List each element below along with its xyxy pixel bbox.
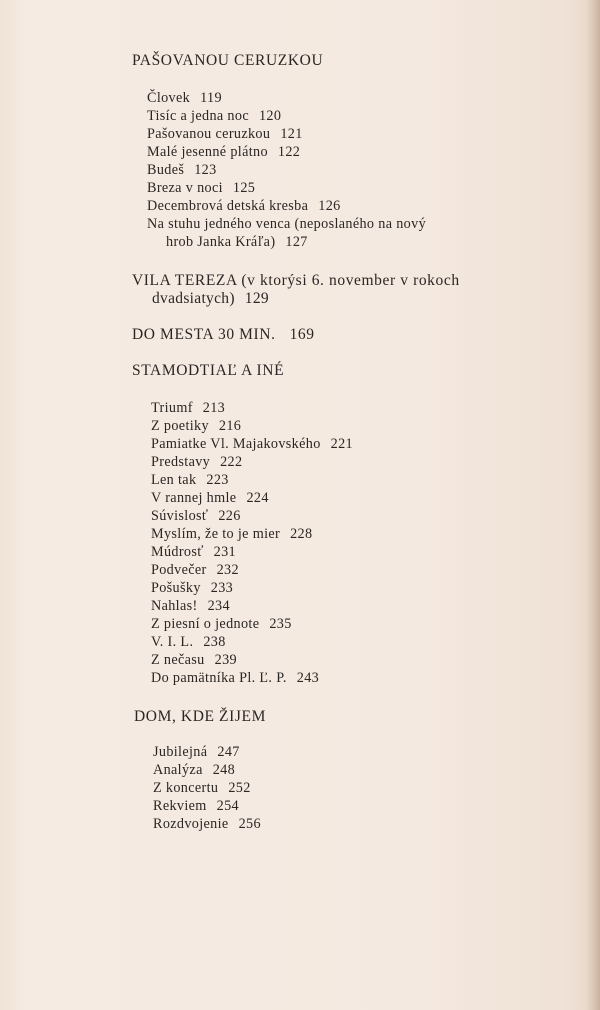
entry-page: 224 (246, 490, 269, 506)
entry-page: 247 (217, 744, 240, 760)
entry-title: Len tak (151, 472, 197, 488)
toc-entry[interactable] (151, 544, 236, 561)
section-title: DOM, KDE ŽIJEM (134, 708, 266, 725)
toc-entry[interactable] (151, 508, 241, 525)
toc-entry[interactable] (151, 598, 230, 615)
toc-entry[interactable] (151, 652, 237, 669)
toc-entry[interactable] (147, 162, 217, 179)
toc-entry[interactable] (147, 180, 255, 197)
entry-page: 120 (258, 108, 282, 124)
entry-page: 126 (318, 198, 341, 214)
section-title: PAŠOVANOU CERUZKOU (132, 52, 324, 69)
entry-page: 239 (214, 652, 237, 668)
entry-page: 252 (228, 780, 251, 796)
entry-page: 232 (216, 562, 239, 578)
entry-title: Z piesní o jednote (151, 616, 260, 632)
toc-entry[interactable] (151, 562, 239, 579)
toc-entry[interactable] (153, 798, 239, 815)
section-title: STAMODTIAĽ A INÉ (132, 362, 285, 379)
entry-page: 123 (194, 162, 217, 178)
toc-entry[interactable] (147, 144, 300, 161)
entry-title: Decembrová detská kresba (147, 198, 309, 214)
entry-page: 254 (216, 798, 240, 814)
toc-entry[interactable] (151, 670, 319, 687)
entry-page: 216 (218, 418, 242, 434)
entry-page: 222 (220, 454, 243, 470)
section-page: 129 (244, 290, 269, 307)
entry-page: 127 (285, 234, 308, 250)
toc-entry[interactable] (153, 780, 251, 797)
entry-title: Z poetiky (151, 418, 209, 434)
entry-title: Tisíc a jedna noc (147, 108, 249, 124)
entry-title: Malé jesenné plátno (147, 144, 268, 160)
entry-title: Podvečer (151, 562, 207, 578)
toc-entry[interactable] (147, 90, 222, 107)
toc-entry[interactable] (151, 616, 292, 633)
entry-title: Jubilejná (153, 744, 208, 760)
entry-title: Z nečasu (151, 652, 205, 668)
section-page: 169 (289, 326, 315, 343)
section-title[interactable] (132, 326, 315, 344)
entry-page: 125 (232, 180, 256, 196)
toc-entry[interactable] (151, 454, 242, 471)
section-title-text: dvadsiatych) (152, 290, 235, 307)
entry-title: Nahlas! (151, 598, 198, 614)
entry-page: 231 (213, 544, 236, 560)
toc-entry[interactable] (151, 436, 353, 453)
toc-entry[interactable] (151, 400, 225, 417)
entry-page: 233 (210, 580, 234, 596)
section-title-text: VILA TEREZA (v ktorýsi 6. november v rokoch (132, 272, 460, 289)
toc-entry[interactable] (151, 472, 229, 489)
toc-entry-continued[interactable] (166, 234, 308, 251)
toc-entry[interactable] (151, 418, 241, 435)
toc-entry[interactable] (151, 634, 226, 651)
entry-title: V. I. L. (151, 634, 194, 650)
entry-title: Pamiatke Vl. Majakovského (151, 436, 321, 452)
entry-page: 223 (206, 472, 229, 488)
entry-title: Z koncertu (153, 780, 219, 796)
toc-entry[interactable] (147, 126, 303, 143)
entry-title: Pošušky (151, 580, 201, 596)
entry-page: 119 (200, 90, 222, 106)
entry-page: 256 (238, 816, 261, 832)
entry-title: Súvislosť (151, 508, 209, 524)
entry-page: 213 (202, 400, 226, 416)
entry-title: Rekviem (153, 798, 207, 814)
entry-page: 221 (330, 436, 353, 452)
entry-title: Predstavy (151, 454, 211, 470)
entry-page: 121 (280, 126, 303, 142)
entry-title: Človek (147, 90, 191, 106)
section-title-text: DO MESTA 30 MIN. (132, 326, 276, 343)
entry-title: Múdrosť (151, 544, 204, 560)
entry-title: Analýza (153, 762, 203, 778)
toc-entry[interactable] (153, 816, 261, 833)
entry-page: 235 (269, 616, 292, 632)
entry-page: 228 (290, 526, 313, 542)
toc-entry[interactable] (153, 744, 240, 761)
section-title[interactable] (132, 272, 460, 290)
entry-title: Triumf (151, 400, 193, 416)
entry-title: Breza v noci (147, 180, 223, 196)
toc-entry[interactable] (147, 198, 341, 215)
entry-title: Pašovanou ceruzkou (147, 126, 271, 142)
entry-page: 248 (212, 762, 236, 778)
toc-entry[interactable] (153, 762, 235, 779)
entry-page: 226 (218, 508, 241, 524)
toc-entry[interactable] (147, 108, 281, 125)
toc-entry[interactable] (151, 490, 269, 507)
section-title-continued[interactable] (152, 290, 269, 308)
toc-entry[interactable] (151, 526, 312, 543)
entry-title: Rozdvojenie (153, 816, 229, 832)
entry-page: 122 (277, 144, 301, 160)
entry-page: 243 (296, 670, 320, 686)
entry-title: Budeš (147, 162, 185, 178)
toc-entry[interactable] (151, 580, 233, 597)
entry-title: V rannej hmle (151, 490, 237, 506)
entry-title: hrob Janka Kráľa) (166, 234, 276, 250)
entry-title: Myslím, že to je mier (151, 526, 281, 542)
entry-page: 238 (203, 634, 226, 650)
entry-title: Na stuhu jedného venca (neposlaného na nový (147, 216, 427, 232)
toc-entry[interactable] (147, 216, 426, 233)
entry-page: 234 (207, 598, 230, 614)
entry-title: Do pamätníka Pl. Ľ. P. (151, 670, 287, 686)
